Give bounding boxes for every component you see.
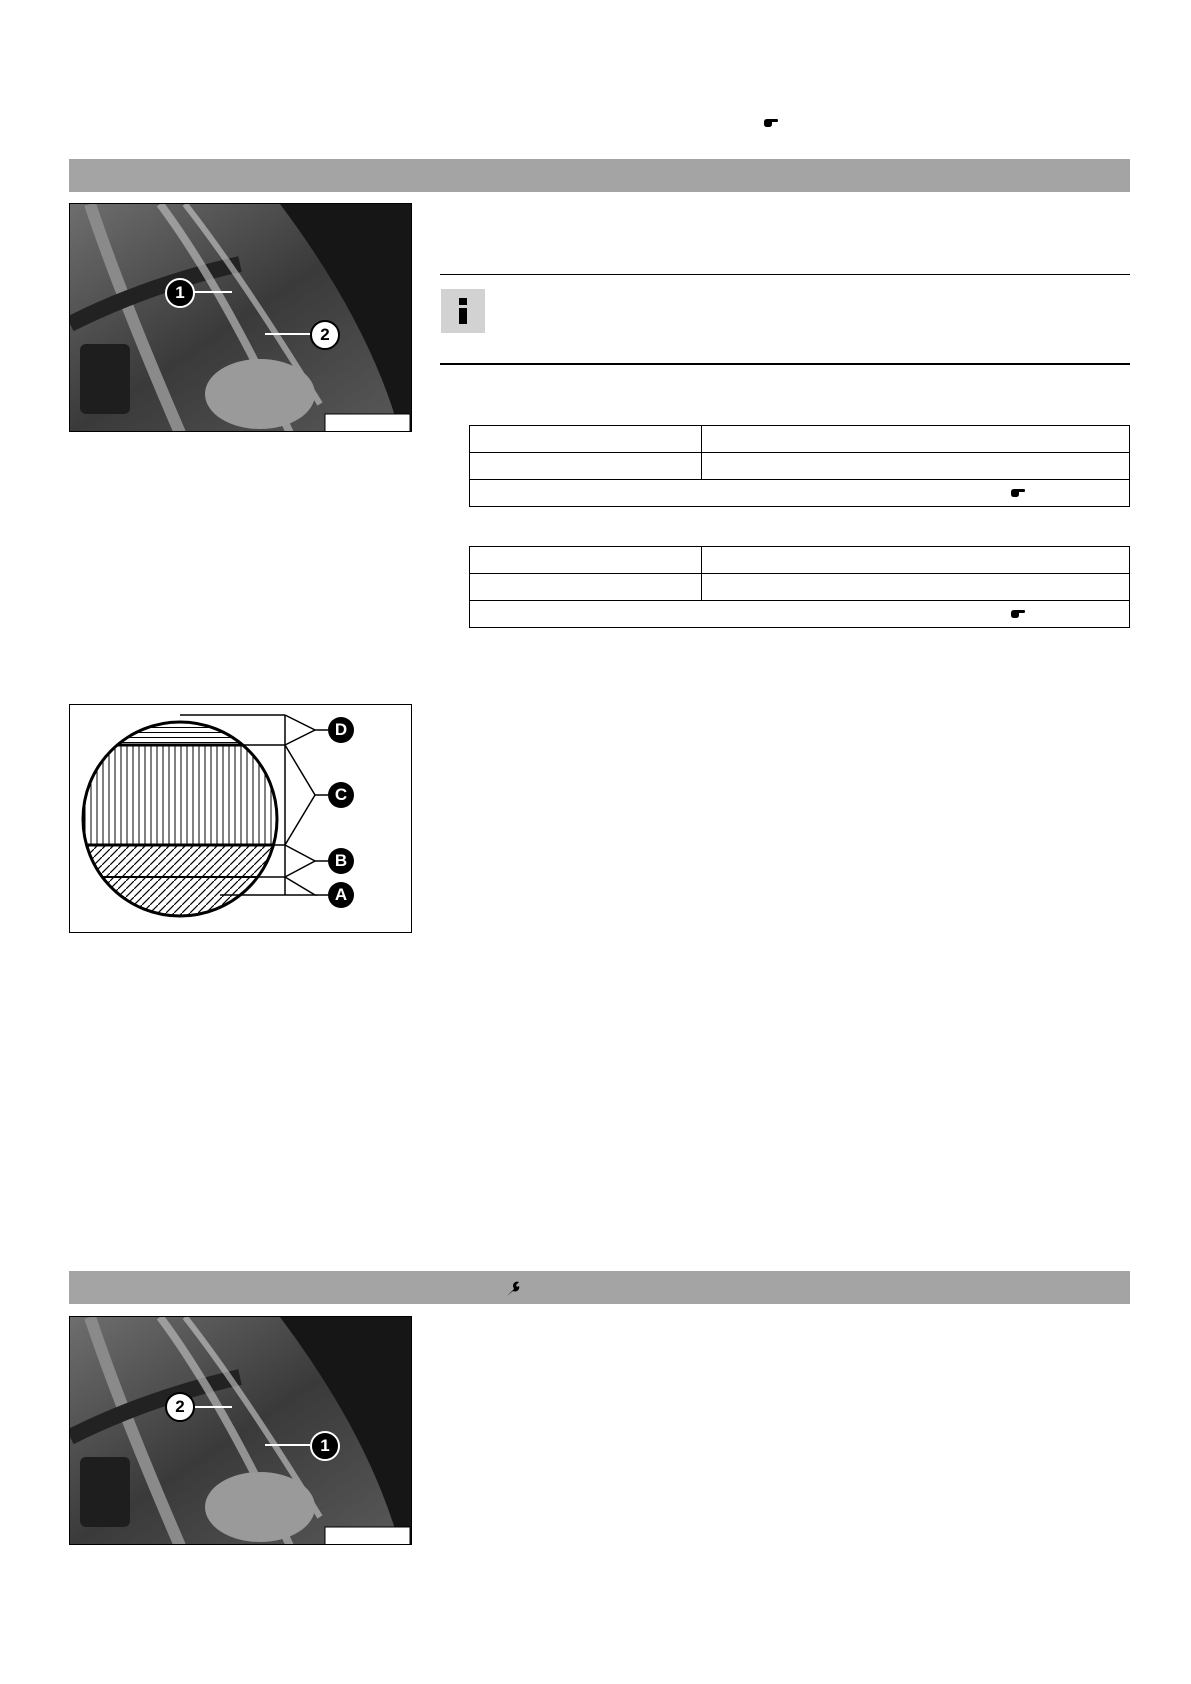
label-b: B bbox=[328, 848, 354, 874]
table-row bbox=[470, 574, 1130, 601]
level-diagram bbox=[69, 704, 412, 933]
table-row bbox=[470, 453, 1130, 480]
table-row bbox=[470, 426, 1130, 453]
pointing-hand-icon bbox=[1010, 488, 1026, 498]
table-row bbox=[470, 547, 1130, 574]
engine-photo-image bbox=[70, 204, 412, 432]
pointing-hand-icon bbox=[1010, 609, 1026, 619]
engine-photo bbox=[69, 203, 412, 432]
section-header-bar bbox=[69, 159, 1130, 192]
spec-table-1 bbox=[469, 425, 1130, 507]
callout-2: 2 bbox=[310, 320, 340, 350]
table-row bbox=[470, 480, 1130, 507]
engine-photo-2-image bbox=[70, 1317, 412, 1545]
table-row bbox=[470, 601, 1130, 628]
level-diagram-drawing bbox=[70, 705, 413, 934]
label-d: D bbox=[328, 717, 354, 743]
info-icon bbox=[441, 289, 485, 333]
pointing-hand-icon bbox=[763, 118, 779, 128]
engine-photo-2 bbox=[69, 1316, 412, 1545]
callout-2: 2 bbox=[165, 1392, 195, 1422]
note-rule-top bbox=[440, 274, 1130, 275]
label-a: A bbox=[328, 882, 354, 908]
label-c: C bbox=[328, 782, 354, 808]
note-rule-bottom bbox=[440, 363, 1130, 365]
section-header-bar-2 bbox=[69, 1271, 1130, 1304]
callout-1: 1 bbox=[165, 278, 195, 308]
callout-1: 1 bbox=[310, 1431, 340, 1461]
wrench-icon bbox=[505, 1280, 521, 1296]
spec-table-2 bbox=[469, 546, 1130, 628]
